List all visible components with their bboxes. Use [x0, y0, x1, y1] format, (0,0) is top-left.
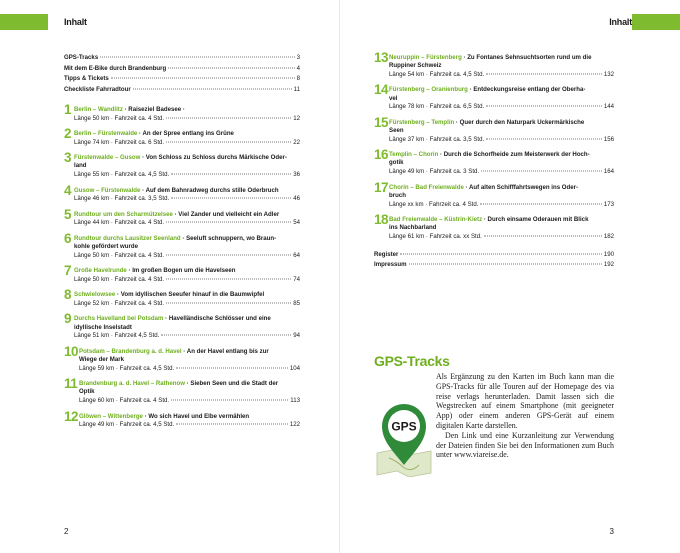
page-number-left: 2: [64, 527, 69, 536]
route-list-left: [64, 102, 300, 430]
route-page: 113: [290, 397, 300, 405]
route-description: · An der Spree entlang ins Grüne: [137, 130, 234, 138]
route-title-line: [74, 291, 300, 299]
route-title-line: [74, 130, 300, 138]
route-title: Fürstenberg – Templin: [389, 118, 455, 126]
dot-leader: [166, 117, 291, 118]
route-entry-17[interactable]: [374, 179, 614, 209]
route-title-line: [74, 235, 300, 243]
route-title: Rundtour um den Scharmützelsee: [74, 210, 173, 218]
route-title: Rundtour durchs Lausitzer Seenland: [74, 234, 181, 242]
route-title: Große Havelrunde: [74, 267, 127, 275]
route-number: 12: [64, 408, 79, 424]
toc-entry-label: Mit dem E-Bike durch Brandenburg: [64, 64, 167, 72]
toc-entry-impressum[interactable]: [374, 261, 614, 271]
route-description: · Im großen Bogen um die Havelseen: [126, 267, 236, 275]
route-title: Fürstenberg – Oranienburg: [389, 86, 468, 94]
route-entry-16[interactable]: [374, 147, 614, 176]
route-page: 144: [603, 103, 614, 111]
toc-page-number: 192: [603, 260, 614, 268]
route-description-cont: ins Nachbarland: [389, 224, 437, 232]
route-title: Templin – Chorin: [389, 151, 439, 159]
dot-leader: [400, 254, 601, 255]
route-entry-9[interactable]: [64, 311, 300, 340]
route-length-row: [79, 397, 300, 405]
route-entry-1[interactable]: [64, 102, 300, 123]
route-length: Länge 51 km · Fahrzeit 4,5 Std.: [74, 332, 160, 340]
route-description: · Durch einsame Oderauen mit Blick: [482, 215, 589, 223]
route-title: Schwielowsee: [74, 291, 116, 299]
route-title-line: [79, 348, 300, 356]
route-description: · Havelländische Schlösser und eine: [163, 315, 271, 323]
route-page: 164: [603, 168, 614, 176]
route-number: 10: [64, 343, 79, 359]
page-header-right: Inhalt: [609, 17, 632, 27]
route-number: 3: [64, 150, 72, 166]
route-title-line: [389, 151, 614, 159]
route-entry-2[interactable]: [64, 126, 300, 147]
route-description-cont: Ruppiner Schweiz: [389, 62, 442, 70]
toc-page-number: 8: [296, 75, 300, 82]
route-description-cont: land: [74, 162, 87, 170]
book-spine: [339, 0, 340, 553]
route-title-line: [389, 184, 614, 192]
route-title-line: [389, 119, 614, 127]
toc-entry-label: Checkliste Fahrradtour: [64, 85, 131, 93]
route-title: Potsdam – Brandenburg a. d. Havel: [79, 347, 182, 355]
page-number-right: 3: [609, 527, 614, 536]
header-band-right: [632, 14, 680, 30]
route-page: 36: [293, 171, 300, 179]
route-description-cont: Seen: [389, 127, 404, 135]
route-number: 7: [64, 263, 72, 279]
route-entry-18[interactable]: [374, 211, 614, 241]
route-description-cont: kohle gefördert wurde: [74, 243, 138, 251]
gps-pin-icon: [373, 401, 435, 477]
route-title-line: [74, 154, 300, 162]
route-description: · Von Schloss zu Schloss durchs Märkische Oder-: [140, 154, 287, 162]
gps-paragraph-2-text: Den Link und eine Kurzanleitung zur Verwendung der Dateien finden Sie bei den Informationen zum Buch unter www.viareise.de.: [436, 430, 614, 460]
page-header-left: Inhalt: [64, 17, 87, 27]
route-length: Länge 74 km · Fahrzeit ca. 6 Std.: [74, 138, 165, 146]
route-description: · Viel Zander und vielleicht ein Adler: [172, 210, 280, 218]
route-length-row: [74, 171, 300, 179]
toc-entry-checkliste[interactable]: [64, 86, 300, 97]
route-length-row: [389, 103, 614, 111]
header-band-left: [0, 14, 48, 30]
dot-leader: [168, 67, 294, 68]
route-number: 2: [64, 126, 72, 142]
route-length-row: [79, 421, 300, 429]
route-length: Länge 49 km · Fahrzeit ca. 3 Std.: [389, 168, 480, 176]
toc-entry-register[interactable]: [374, 251, 614, 261]
route-number: 14: [374, 82, 389, 98]
dot-leader: [166, 303, 291, 304]
route-number: 15: [374, 114, 389, 130]
route-description: · Wo sich Havel und Elbe vermählen: [142, 412, 250, 420]
dot-leader: [176, 424, 288, 425]
dot-leader: [484, 236, 602, 237]
toc-page-number: 11: [293, 85, 300, 93]
spacer: [64, 96, 300, 106]
route-description: · Seeluft schnuppern, wo Braun-: [180, 234, 277, 242]
route-length-row: [389, 136, 614, 144]
toc-entry-e-bike[interactable]: [64, 65, 300, 76]
route-page: 64: [293, 251, 300, 259]
route-number: 4: [64, 182, 72, 198]
route-description: · An der Havel entlang bis zur: [181, 347, 269, 355]
route-length: Länge 50 km · Fahrzeit ca. 4 Std.: [74, 251, 165, 259]
route-number: 17: [374, 179, 389, 195]
route-title: Glöwen – Wittenberge: [79, 412, 143, 420]
dot-leader: [161, 335, 291, 336]
route-entry-10[interactable]: [64, 343, 300, 373]
route-description: · Durch die Schorfheide zum Meisterwerk der Hoch-: [438, 151, 590, 159]
route-title-line: [74, 315, 300, 323]
route-title-line: [74, 211, 300, 219]
route-number: 1: [64, 102, 72, 117]
toc-right-column: [374, 50, 614, 270]
route-description: · Auf dem Bahnradweg durchs stille Oderbruch: [140, 186, 279, 194]
route-title-line: [74, 267, 300, 275]
route-page: 54: [293, 219, 300, 227]
route-entry-12[interactable]: [64, 408, 300, 430]
route-entry-11[interactable]: [64, 376, 300, 405]
route-page: 46: [293, 195, 300, 203]
route-page: 94: [293, 332, 300, 340]
route-length-row: [74, 276, 300, 284]
route-number: 5: [64, 206, 72, 222]
route-description: · Sieben Seen und die Stadt der: [184, 380, 279, 388]
route-entry-7[interactable]: [64, 263, 300, 284]
route-length: Länge 50 km · Fahrzeit ca. 4 Std.: [74, 275, 165, 283]
toc-entry-label: GPS-Tracks: [64, 54, 99, 61]
gps-paragraph-1-text: Als Ergänzung zu den Karten im Buch kann man die GPS-Tracks für alle Touren auf der Homepage des via reise verlags herunterladen. Damit lassen sich die Wegstrecken auf einem Smartphone (mit geeigneter App) oder einem anderen GPS-Gerät auf einem digitalen Karte darstellen.: [436, 372, 614, 430]
route-length-row: [389, 201, 614, 209]
dot-leader: [111, 78, 295, 79]
toc-page-number: 190: [603, 251, 614, 259]
route-entry-5[interactable]: [64, 206, 300, 228]
route-page: 156: [603, 135, 614, 143]
route-entry-3[interactable]: [64, 150, 300, 179]
route-length-row: [389, 168, 614, 176]
route-number: 9: [64, 311, 72, 327]
route-number: 11: [64, 376, 78, 392]
dot-leader: [100, 57, 294, 58]
toc-page-number: 4: [296, 64, 300, 72]
gps-section-heading: GPS-Tracks: [374, 353, 450, 369]
dot-leader: [481, 171, 602, 172]
route-number: 8: [64, 287, 72, 303]
dot-leader: [486, 74, 602, 75]
route-length-row: [74, 139, 300, 147]
front-matter-list: [64, 54, 300, 96]
route-page: 85: [293, 300, 300, 308]
route-length-row: [74, 195, 300, 203]
route-length-row: [74, 252, 300, 260]
route-title-line: [389, 54, 614, 62]
route-entry-6[interactable]: [64, 230, 300, 260]
route-length: Länge 55 km · Fahrzeit ca. 4,5 Std.: [74, 171, 170, 179]
route-description: · Zu Fontanes Sehnsuchtsorten rund um die: [461, 54, 592, 61]
route-length-row: [389, 233, 614, 241]
route-page: 22: [293, 138, 300, 146]
route-length: Länge 52 km · Fahrzeit ca. 4 Std.: [74, 300, 165, 308]
route-page: 173: [603, 200, 614, 208]
route-description-cont: Optik: [79, 388, 95, 396]
route-length: Länge 50 km · Fahrzeit ca. 4 Std.: [74, 114, 165, 122]
route-page: 132: [603, 71, 614, 79]
dot-leader: [171, 400, 288, 401]
toc-entry-tipps[interactable]: [64, 75, 300, 86]
route-length: Länge 37 km · Fahrzeit ca. 3,5 Std.: [389, 135, 485, 143]
toc-entry-label: Tipps & Tickets: [64, 75, 109, 82]
route-page: 182: [603, 233, 614, 241]
gps-icon-label: GPS: [391, 419, 417, 434]
route-title-line: [79, 380, 300, 388]
route-title-line: [74, 106, 300, 114]
route-length-row: [389, 71, 614, 79]
toc-page-number: 3: [296, 54, 300, 61]
route-entry-15[interactable]: [374, 114, 614, 144]
dot-leader: [171, 174, 291, 175]
route-title: Fürstenwalde – Gusow: [74, 154, 141, 162]
toc-left-column: [64, 54, 300, 430]
dot-leader: [166, 278, 291, 279]
route-length-row: [74, 332, 300, 340]
route-description-cont: idyllische Inselstadt: [74, 323, 132, 331]
route-title-line: [389, 86, 614, 94]
route-number: 6: [64, 230, 72, 246]
route-page: 104: [289, 364, 300, 372]
back-matter-list: [374, 251, 614, 270]
dot-leader: [176, 367, 288, 368]
route-length: Länge 61 km · Fahrzeit ca. xx Std.: [389, 233, 482, 241]
route-description-cont: Wiege der Mark: [79, 356, 124, 364]
route-description-cont: vel: [389, 94, 398, 102]
dot-leader: [133, 88, 292, 89]
route-page: 12: [293, 114, 300, 122]
route-title: Berlin – Wandlitz: [74, 106, 123, 113]
toc-entry-gps-tracks[interactable]: [64, 54, 300, 65]
route-title: Bad Freienwalde – Küstrin-Kietz: [389, 215, 483, 223]
route-title: Durchs Havelland bei Potsdam: [74, 315, 164, 323]
route-description-cont: bruch: [389, 191, 406, 199]
route-length: Länge xx km · Fahrzeit ca. 4 Std.: [389, 200, 479, 208]
route-list-right: [374, 50, 614, 241]
route-description: · Vom idyllischen Seeufer hinauf in die Baumwipfel: [115, 291, 265, 299]
route-length: Länge 59 km · Fahrzeit ca. 4,5 Std.: [79, 364, 175, 372]
route-entry-13[interactable]: [374, 50, 614, 79]
route-number: 13: [374, 50, 389, 65]
dot-leader: [166, 254, 291, 255]
route-entry-4[interactable]: [64, 182, 300, 204]
route-number: 16: [374, 147, 389, 163]
route-length-row: [74, 219, 300, 227]
toc-entry-label: Impressum: [374, 260, 407, 268]
route-length: Länge 78 km · Fahrzeit ca. 6,5 Std.: [389, 103, 485, 111]
dot-leader: [166, 222, 291, 223]
route-entry-8[interactable]: [64, 287, 300, 308]
dot-leader: [171, 198, 291, 199]
route-number: 18: [374, 211, 389, 227]
dot-leader: [486, 138, 602, 139]
route-title-line: [389, 216, 614, 224]
route-length: Länge 49 km · Fahrzeit ca. 4,5 Std.: [79, 421, 175, 429]
route-length-row: [74, 115, 300, 123]
route-page: 122: [289, 421, 300, 429]
route-title: Neuruppin – Fürstenberg: [389, 54, 462, 61]
route-title: Gusow – Fürstenwalde: [74, 186, 141, 194]
route-length: Länge 46 km · Fahrzeit ca. 3,5 Std.: [74, 195, 170, 203]
route-length: Länge 54 km · Fahrzeit ca. 4,5 Std.: [389, 71, 485, 79]
route-length-row: [79, 365, 300, 373]
toc-entry-label: Register: [374, 251, 399, 259]
route-description: · Quer durch den Naturpark Uckermärkische: [454, 118, 585, 126]
route-length: Länge 44 km · Fahrzeit ca. 4 Std.: [74, 219, 165, 227]
route-title-line: [74, 187, 300, 195]
dot-leader: [409, 263, 602, 264]
route-description: · Raiseziel Badesee ·: [122, 106, 185, 113]
route-page: 74: [293, 275, 300, 283]
route-title: Brandenburg a. d. Havel – Rathenow: [79, 380, 185, 388]
dot-leader: [480, 203, 601, 204]
route-entry-14[interactable]: [374, 82, 614, 111]
route-description-cont: gotik: [389, 159, 404, 167]
dot-leader: [166, 141, 291, 142]
route-title-line: [79, 413, 300, 421]
dot-leader: [486, 106, 602, 107]
route-length-row: [74, 300, 300, 308]
route-description: · Entdeckungsreise entlang der Oberha-: [467, 86, 586, 94]
route-length: Länge 60 km · Fahrzeit ca. 4 Std.: [79, 397, 170, 405]
route-description: · Auf alten Schifffahrtswegen ins Oder-: [463, 183, 579, 191]
route-title: Berlin – Fürstenwalde: [74, 130, 138, 138]
route-title: Chorin – Bad Freienwalde: [389, 183, 464, 191]
